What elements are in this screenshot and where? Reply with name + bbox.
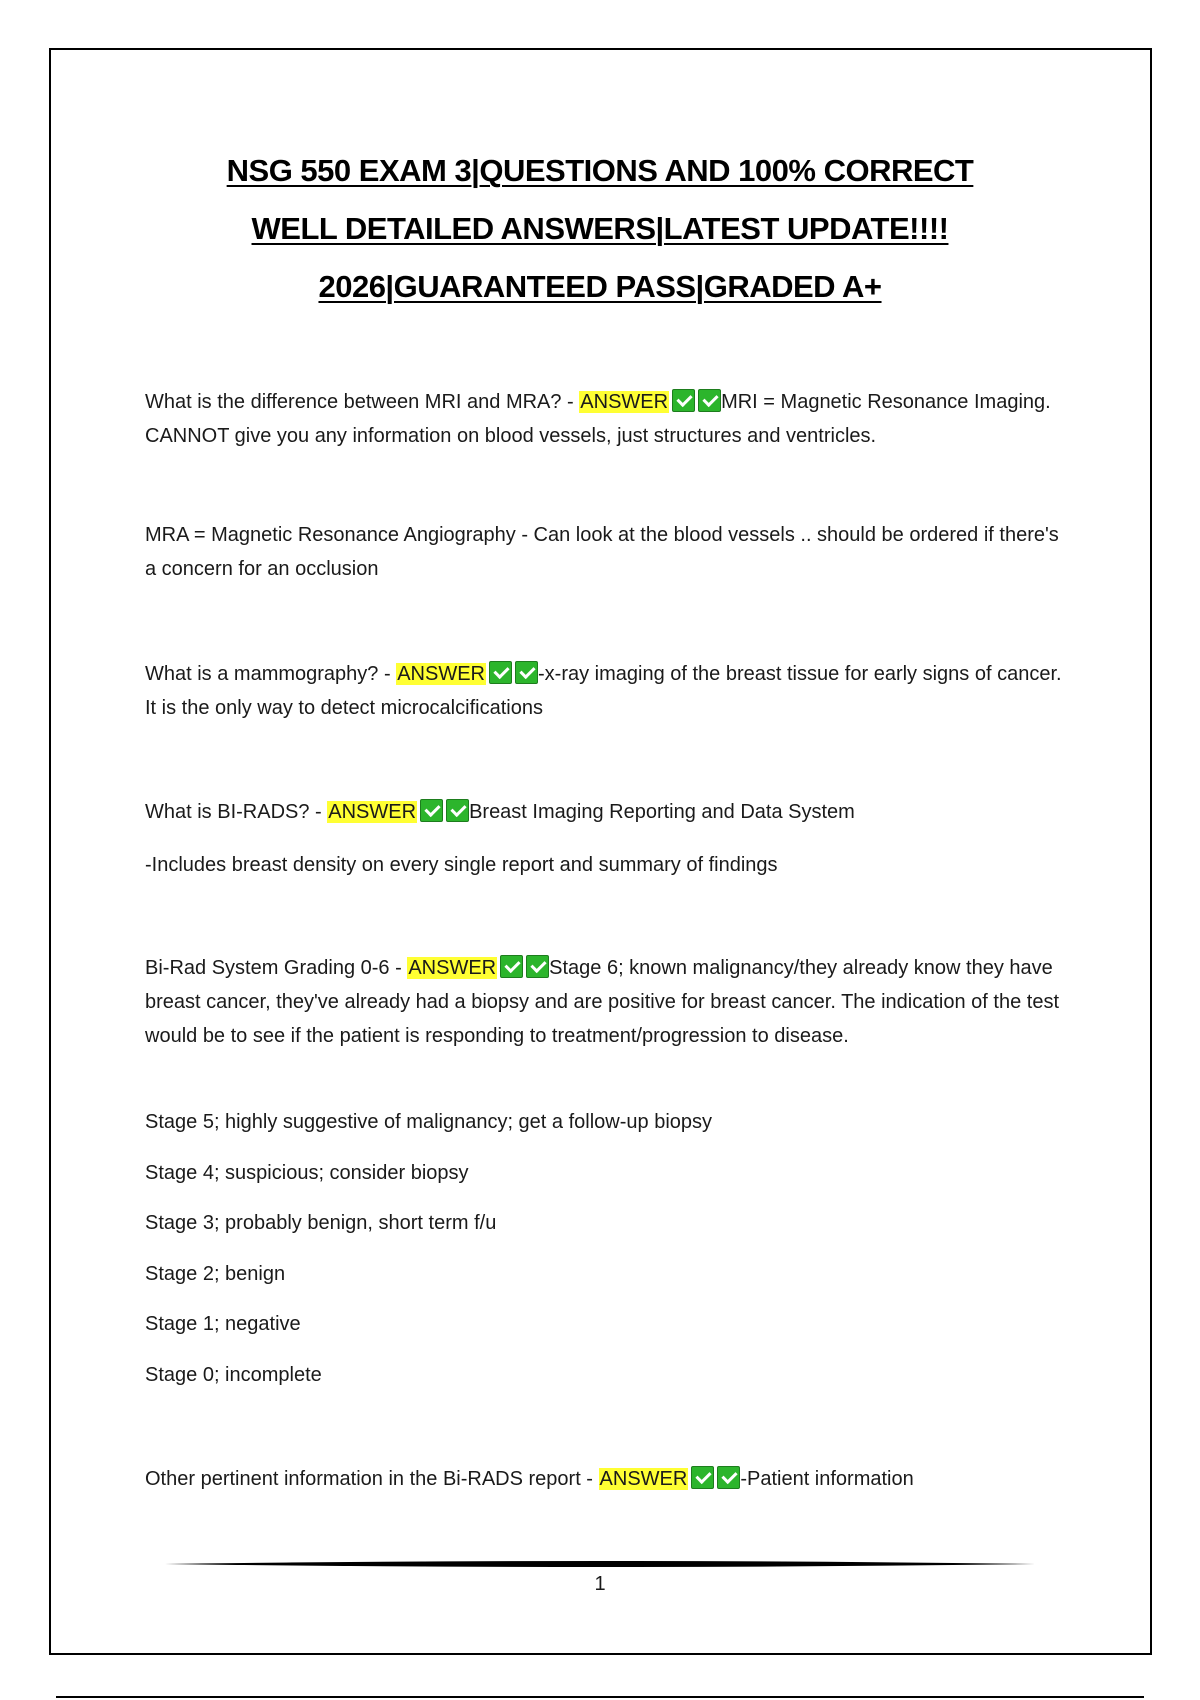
check-mark-icon (500, 955, 523, 978)
check-mark-icon (526, 955, 549, 978)
stage-4-line: Stage 4; suspicious; consider biopsy (145, 1162, 469, 1184)
title-line-1: NSG 550 EXAM 3|QUESTIONS AND 100% CORRECT (226, 153, 974, 188)
footer-divider (165, 1560, 1035, 1568)
title-line-3: 2026|GUARANTEED PASS|GRADED A+ (318, 269, 882, 304)
answer-label: ANSWER (408, 957, 497, 979)
stage-0-line: Stage 0; incomplete (145, 1364, 322, 1386)
paragraph-breast-density: -Includes breast density on every single report and summary of findings (145, 854, 778, 876)
qa-item-mri-mra (145, 385, 1075, 453)
answer-label: ANSWER (397, 663, 485, 685)
stage-1-line: Stage 1; negative (145, 1313, 301, 1335)
answer-label: ANSWER (328, 801, 417, 823)
answer-text: Stage 6; known malignancy/they already know they have breast cancer, they've already had a biopsy and are positive for breast cancer. The indication of the test would be to see if the patient is responding to treatment/progression to disease. (145, 957, 1059, 1047)
stage-2-line: Stage 2; benign (145, 1263, 286, 1285)
qa-item-mammography (145, 657, 1075, 725)
answer-text: Breast Imaging Reporting and Data System (469, 801, 855, 823)
check-mark-icon (717, 1466, 740, 1489)
question-text: What is the difference between MRI and MRA? - (145, 391, 580, 413)
answer-text: MRI = Magnetic Resonance Imaging. CANNOT give you any information on blood vessels, just structures and ventricles. (145, 391, 1051, 447)
answer-label: ANSWER (599, 1468, 688, 1490)
next-page-border (56, 1696, 1144, 1698)
title-line-2: WELL DETAILED ANSWERS|LATEST UPDATE!!!! (251, 211, 949, 246)
question-text: Other pertinent information in the Bi-RADS report - (145, 1468, 599, 1490)
question-text: What is a mammography? - (145, 663, 397, 685)
answer-text: -Patient information (740, 1468, 914, 1490)
check-mark-icon (489, 661, 512, 684)
answer-label: ANSWER (580, 391, 669, 413)
check-mark-icon (672, 389, 695, 412)
check-mark-icon (698, 389, 721, 412)
question-text: What is BI-RADS? - (145, 801, 328, 823)
qa-item-other-info (145, 1462, 1075, 1496)
stage-3-line: Stage 3; probably benign, short term f/u (145, 1212, 497, 1234)
check-mark-icon (515, 661, 538, 684)
paragraph-mra: MRA = Magnetic Resonance Angiography - Can look at the blood vessels .. should be ordered if there's a concern for an occlusion (145, 524, 1059, 580)
document-title (120, 142, 1080, 316)
page-number: 1 (594, 1573, 606, 1595)
check-mark-icon (446, 799, 469, 822)
qa-item-birad-grading (145, 951, 1075, 1053)
stage-5-line: Stage 5; highly suggestive of malignancy; get a follow-up biopsy (145, 1111, 713, 1133)
check-mark-icon (691, 1466, 714, 1489)
check-mark-icon (420, 799, 443, 822)
question-text: Bi-Rad System Grading 0-6 - (145, 957, 408, 979)
qa-item-birads (145, 795, 1075, 829)
answer-text: -x-ray imaging of the breast tissue for early signs of cancer. It is the only way to detect microcalcifications (145, 663, 1062, 719)
